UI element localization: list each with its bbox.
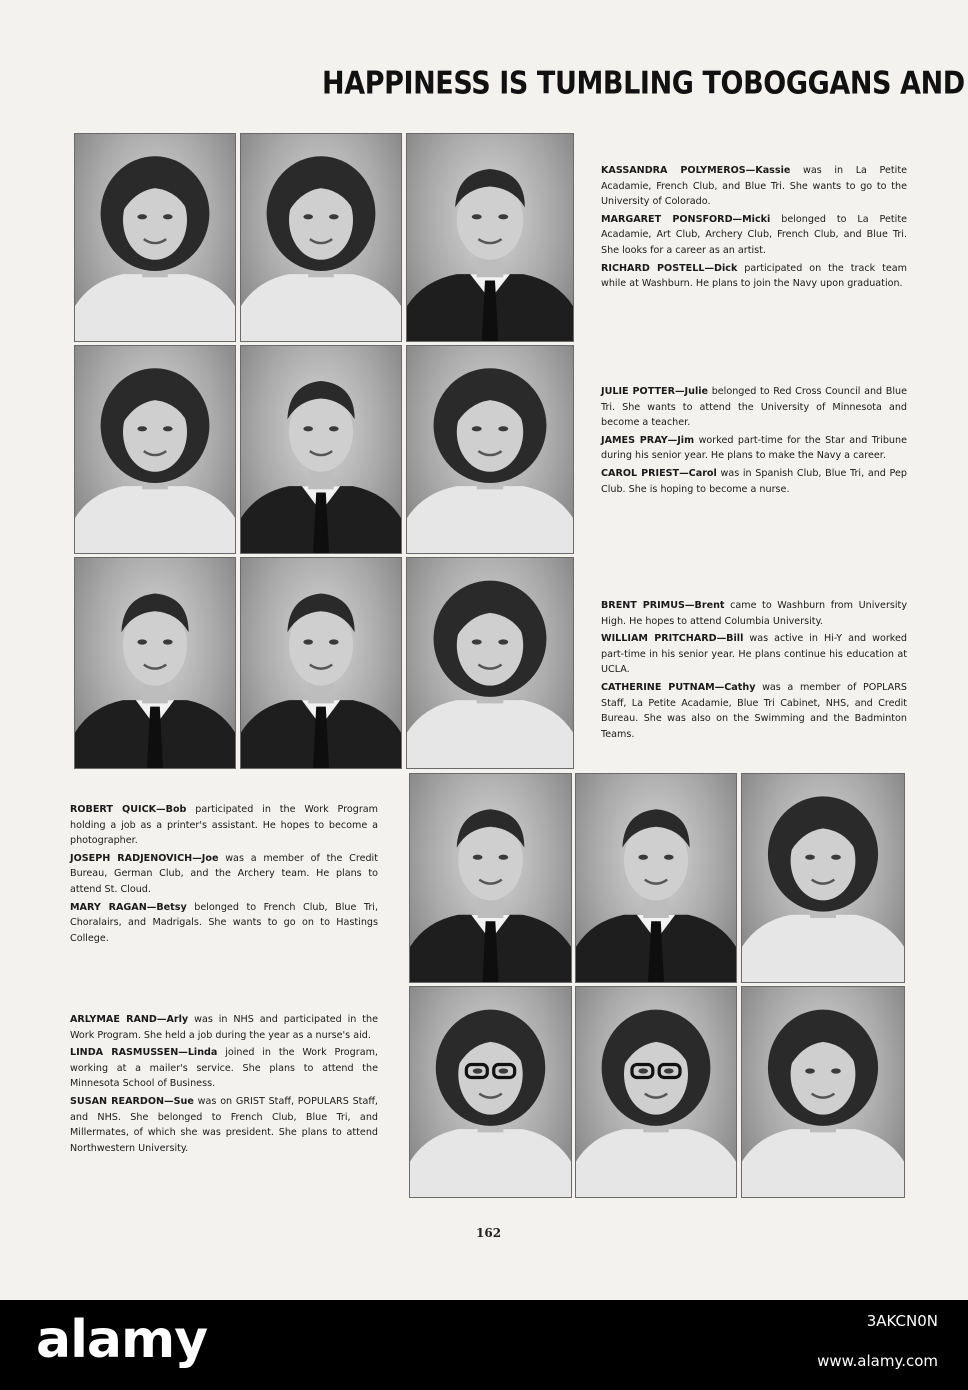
student-bio-text: belonged to La Petite Acadamie, Art Club, Archery Club, French Club, and Blue Tri. She looks for a career as an artist. [601,213,907,256]
bio-block [70,1012,378,1158]
bio-entry [70,1012,378,1043]
bio-entry [70,1045,378,1092]
student-bio-text: was a member of POPLARS Staff, La Petite Acadamie, Blue Tri Cabinet, NHS, and Credit Bureau. She was also on the Swimming and the Badminton Teams. [601,681,907,740]
student-name: KASSANDRA POLYMEROS—Kassie [601,165,791,176]
portrait-silhouette [75,346,235,553]
student-name: ROBERT QUICK—Bob [70,804,187,815]
bio-entry [70,1094,378,1156]
portrait-silhouette [407,558,573,768]
bio-block [70,802,378,948]
bio-entry [601,384,907,431]
student-bio-text: participated in the Work Program holding a job as a printer's assistant. He hopes to become a photographer. [70,804,378,847]
bio-entry [70,802,378,849]
bio-entry [601,261,907,292]
portrait-silhouette [576,987,736,1197]
bio-block [601,163,907,294]
bio-entry [601,466,907,497]
portrait-silhouette [75,134,235,341]
portrait-photo [240,345,402,554]
student-name: ARLYMAE RAND—Arly [70,1014,189,1025]
student-name: LINDA RASMUSSEN—Linda [70,1047,218,1059]
image-id: 3AKCN0N [866,1312,938,1330]
portrait-silhouette [410,774,571,982]
student-bio-text: came to Washburn from University High. He hopes to attend Columbia University. [601,600,908,627]
watermark-bar [0,1300,968,1390]
portrait-silhouette [410,987,571,1197]
portrait-photo [575,986,737,1198]
site-url: www.alamy.com [817,1352,938,1370]
page-headline: HAPPINESS IS TUMBLING TOBOGGANS AND [322,66,965,102]
student-name: JAMES PRAY—Jim [601,434,695,446]
student-name: RICHARD POSTELL—Dick [601,262,738,274]
bio-block [601,598,907,744]
portrait-photo [409,986,572,1198]
portrait-silhouette [742,774,904,982]
student-name: MARGARET PONSFORD—Micki [601,213,771,225]
portrait-silhouette [75,558,235,768]
student-bio-text: worked part-time for the Star and Tribune during his senior year. He plans to make the Navy a career. [601,434,907,462]
bio-entry [601,433,907,464]
page-number: 162 [476,1226,502,1240]
student-bio-text: was active in Hi-Y and worked part-time in his senior year. He plans continue his education at UCLA. [601,633,907,676]
portrait-silhouette [576,774,736,982]
portrait-photo [74,345,236,554]
portrait-photo [406,557,574,769]
portrait-photo [406,133,574,342]
student-name: JOSEPH RADJENOVICH—Joe [70,852,219,864]
bio-entry [601,163,907,210]
portrait-photo [74,133,236,342]
bio-entry [601,598,907,629]
portrait-photo [741,773,905,983]
student-bio-text: was in Spanish Club, Blue Tri, and Pep Club. She is hoping to become a nurse. [601,467,907,495]
student-bio-text: was on GRIST Staff, POPULARS Staff, and NHS. She belonged to French Club, Blue Tri, and Millermates, of which she was president. She plans to attend Northwestern University. [70,1095,378,1154]
portrait-photo [406,345,574,554]
portrait-silhouette [407,134,573,341]
student-name: SUSAN REARDON—Sue [70,1095,194,1107]
portrait-silhouette [241,134,401,341]
student-bio-text: was in La Petite Acadamie, French Club, and Blue Tri. She wants to go to the University of Colorado. [601,165,907,208]
bio-entry [70,851,378,898]
bio-entry [601,631,907,678]
student-name: CAROL PRIEST—Carol [601,467,717,479]
student-bio-text: belonged to French Club, Blue Tri, Choralairs, and Madrigals. She wants to go on to Hastings College. [70,901,378,944]
student-name: JULIE POTTER—Julie [601,386,709,397]
portrait-photo [240,557,402,769]
student-name: MARY RAGAN—Betsy [70,901,187,913]
portrait-photo [575,773,737,983]
portrait-silhouette [241,558,401,768]
student-bio-text: participated on the track team while at Washburn. He plans to join the Navy upon graduation. [601,262,907,290]
student-bio-text: was a member of the Credit Bureau, German Club, and the Archery team. He plans to attend St. Cloud. [70,852,378,895]
bio-entry [601,212,907,259]
student-name: BRENT PRIMUS—Brent [601,600,725,611]
portrait-photo [240,133,402,342]
student-name: CATHERINE PUTNAM—Cathy [601,681,756,693]
student-bio-text: was in NHS and participated in the Work Program. She held a job during the year as a nurse's aid. [70,1014,379,1041]
bio-entry [601,680,907,742]
portrait-silhouette [407,346,573,553]
brand-logo: alamy [36,1310,208,1370]
portrait-photo [74,557,236,769]
portrait-silhouette [241,346,401,553]
bio-entry [70,900,378,947]
student-bio-text: joined in the Work Program, working at a mailer's service. She plans to attend the Minnesota School of Business. [70,1047,378,1090]
portrait-photo [741,986,905,1198]
student-bio-text: belonged to Red Cross Council and Blue Tri. She wants to attend the University of Minnesota and become a teacher. [601,386,907,429]
portrait-silhouette [742,987,904,1197]
student-name: WILLIAM PRITCHARD—Bill [601,633,744,645]
portrait-photo [409,773,572,983]
bio-block [601,384,907,499]
